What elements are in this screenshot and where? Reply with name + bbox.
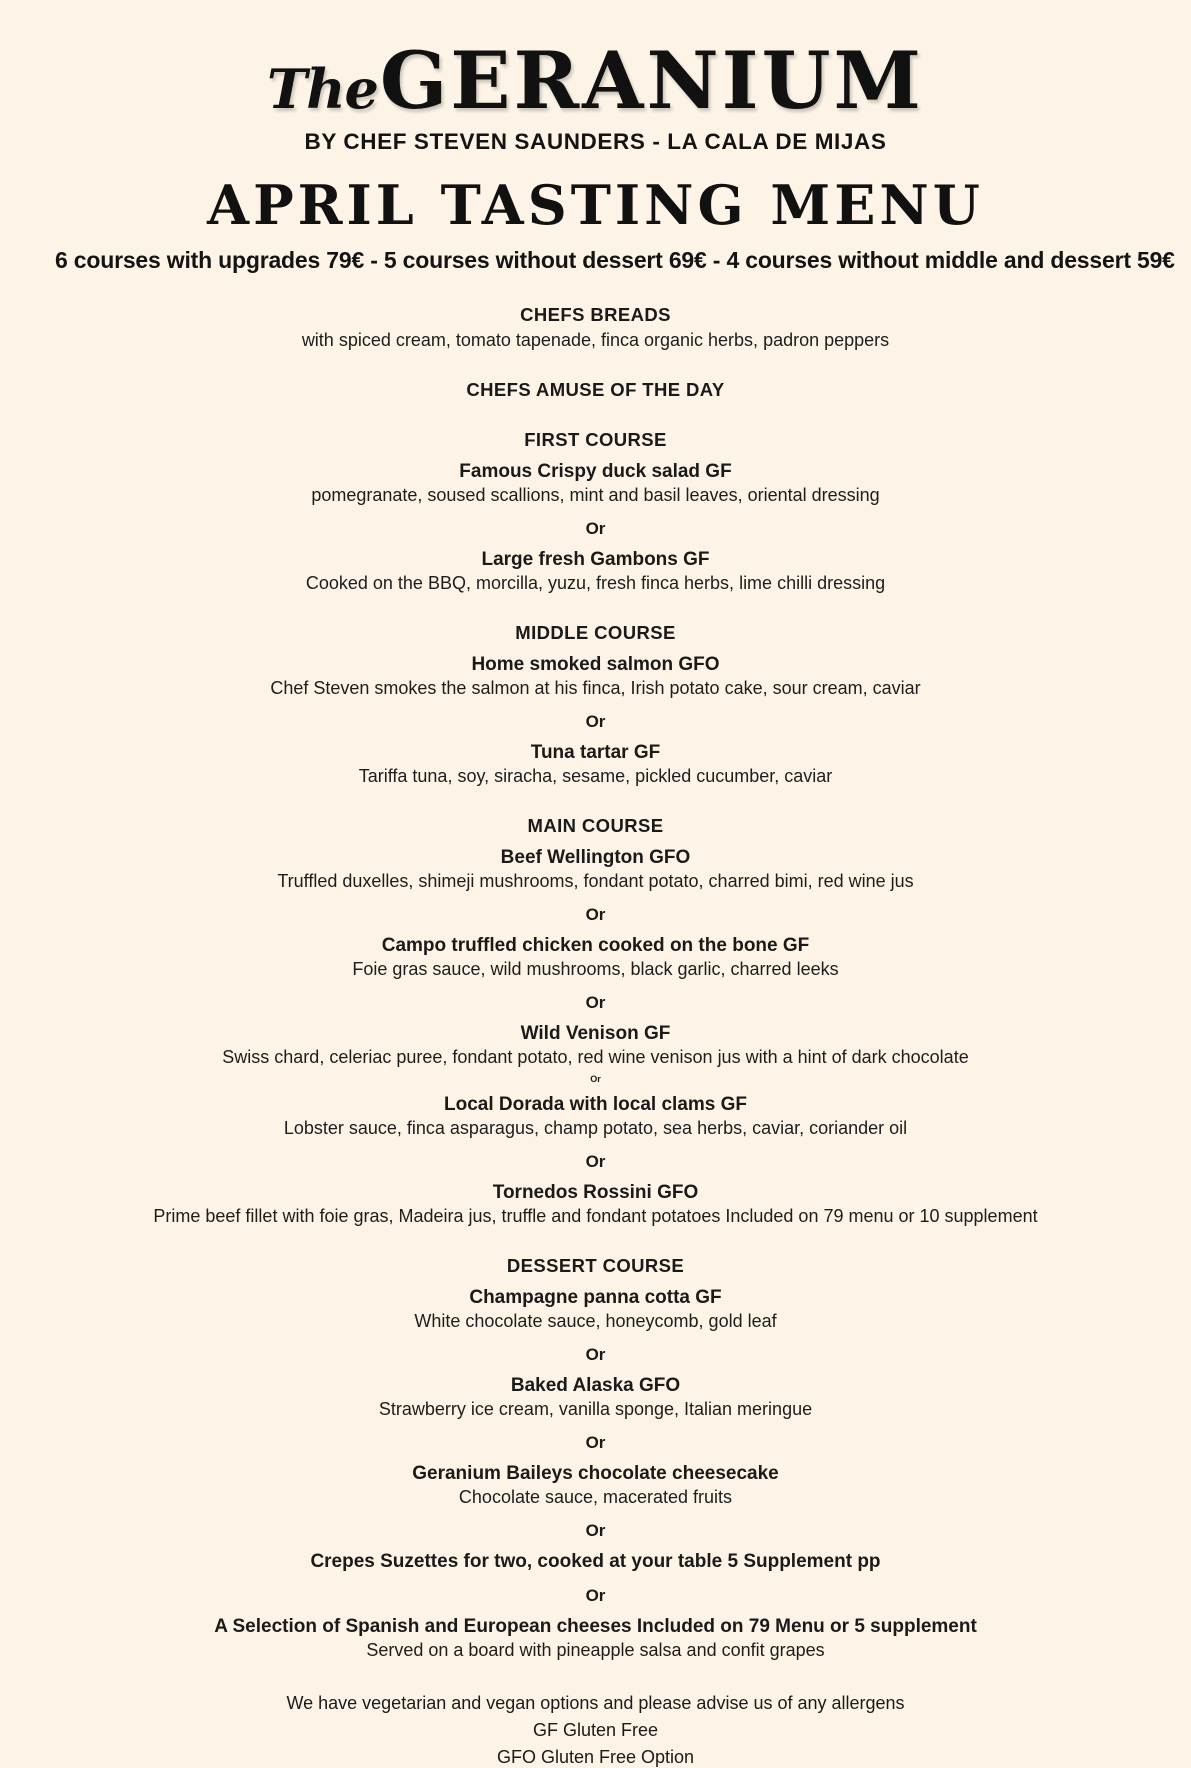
item-name: Crepes Suzettes for two, cooked at your table 5 Supplement pp (310, 1550, 881, 1572)
section-heading-breads: CHEFS BREADS (520, 303, 671, 325)
item-description: Strawberry ice cream, vanilla sponge, Italian meringue (378, 1398, 813, 1419)
item-name: Champagne panna cotta GF (469, 1286, 722, 1308)
item-description: Chocolate sauce, macerated fruits (458, 1486, 733, 1507)
or-separator: Or (585, 1344, 606, 1364)
item-name: Geranium Baileys chocolate cheesecake (412, 1462, 779, 1484)
or-separator-small: Or (590, 1073, 601, 1084)
or-separator: Or (585, 1432, 606, 1452)
footnote-gfo: GFO Gluten Free Option (496, 1746, 695, 1767)
item-name: Large fresh Gambons GF (481, 548, 710, 570)
item-description: White chocolate sauce, honeycomb, gold leaf (414, 1310, 777, 1331)
item-name: Famous Crispy duck salad GF (459, 460, 732, 482)
item-name: Local Dorada with local clams GF (443, 1093, 748, 1115)
item-description: with spiced cream, tomato tapenade, finca organic herbs, padron peppers (301, 329, 890, 350)
item-name: Wild Venison GF (520, 1022, 671, 1044)
or-separator: Or (585, 992, 606, 1012)
restaurant-logo (55, 34, 1136, 127)
item-description: Chef Steven smokes the salmon at his finca, Irish potato cake, sour cream, caviar (270, 677, 921, 698)
footnote-gf: GF Gluten Free (532, 1719, 659, 1740)
logo-main-word: GERANIUM (379, 34, 924, 127)
item-description: Swiss chard, celeriac puree, fondant potato, red wine venison jus with a hint of dark chocolate (222, 1046, 969, 1067)
item-name: Home smoked salmon GFO (471, 653, 720, 675)
or-separator: Or (585, 518, 606, 538)
item-name: Tornedos Rossini GFO (492, 1181, 699, 1203)
item-name: Campo truffled chicken cooked on the bone GF (381, 934, 810, 956)
section-heading-amuse: CHEFS AMUSE OF THE DAY (466, 378, 725, 400)
item-description: Served on a board with pineapple salsa and confit grapes (366, 1639, 825, 1660)
item-name: Beef Wellington GFO (500, 846, 691, 868)
item-description: Truffled duxelles, shimeji mushrooms, fondant potato, charred bimi, red wine jus (277, 870, 914, 891)
price-line: 6 courses with upgrades 79€ - 5 courses without dessert 69€ - 4 courses without middle and dessert 59€ (55, 246, 1175, 273)
item-description: Tariffa tuna, soy, siracha, sesame, pickled cucumber, caviar (358, 765, 833, 786)
item-name: A Selection of Spanish and European cheeses Included on 79 Menu or 5 supplement (214, 1615, 977, 1637)
item-description: Foie gras sauce, wild mushrooms, black garlic, charred leeks (352, 958, 839, 979)
footnotes (55, 1693, 1136, 1768)
logo-the-word: The (267, 57, 378, 121)
item-description: Lobster sauce, finca asparagus, champ potato, sea herbs, caviar, coriander oil (283, 1117, 908, 1138)
item-description: Prime beef fillet with foie gras, Madeira jus, truffle and fondant potatoes Included on 79 menu or 10 supplement (153, 1205, 1038, 1226)
item-description: Cooked on the BBQ, morcilla, yuzu, fresh finca herbs, lime chilli dressing (305, 572, 886, 593)
footnote-allergens: We have vegetarian and vegan options and please advise us of any allergens (286, 1692, 905, 1713)
section-heading-main: MAIN COURSE (527, 814, 664, 836)
item-name: Baked Alaska GFO (510, 1374, 681, 1396)
or-separator: Or (585, 1520, 606, 1540)
item-description: pomegranate, soused scallions, mint and basil leaves, oriental dressing (311, 484, 880, 505)
menu-sections (55, 304, 1136, 1768)
or-separator: Or (585, 711, 606, 731)
item-name: Tuna tartar GF (530, 741, 661, 763)
menu-title: APRIL TASTING MENU (207, 172, 984, 237)
or-separator: Or (585, 1585, 606, 1605)
or-separator: Or (585, 1151, 606, 1171)
chef-byline: BY CHEF STEVEN SAUNDERS - LA CALA DE MIJAS (304, 128, 887, 154)
section-heading-first: FIRST COURSE (524, 428, 667, 450)
or-separator: Or (585, 904, 606, 924)
section-heading-middle: MIDDLE COURSE (515, 621, 676, 643)
section-heading-dessert: DESSERT COURSE (506, 1254, 685, 1276)
masthead (55, 34, 1175, 274)
